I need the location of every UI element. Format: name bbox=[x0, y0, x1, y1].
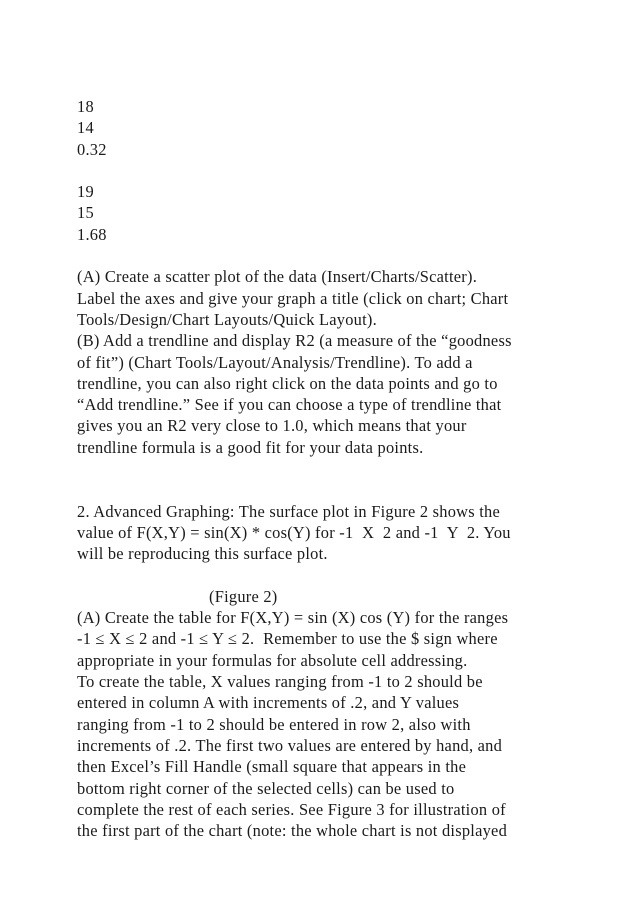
paragraph-line: “Add trendline.” See if you can choose a type of trendline that bbox=[77, 395, 502, 415]
data-value: 14 bbox=[77, 118, 94, 138]
paragraph-line: To create the table, X values ranging from -1 to 2 should be bbox=[77, 672, 483, 692]
paragraph-line: (A) Create a scatter plot of the data (Insert/Charts/Scatter). bbox=[77, 267, 478, 287]
paragraph-line: value of F(X,Y) = sin(X) * cos(Y) for -1 X 2 and -1 Y 2. You bbox=[77, 522, 511, 542]
data-value: 0.32 bbox=[77, 139, 107, 159]
paragraph-line: trendline formula is a good fit for your data points. bbox=[77, 437, 424, 457]
paragraph-line: of fit”) (Chart Tools/Layout/Analysis/Trendline). To add a bbox=[77, 352, 473, 372]
paragraph-line: 2. Advanced Graphing: The surface plot in Figure 2 shows the bbox=[77, 501, 501, 521]
paragraph-line: increments of .2. The first two values are entered by hand, and bbox=[77, 735, 503, 755]
paragraph-line: (A) Create the table for F(X,Y) = sin (X) cos (Y) for the ranges bbox=[77, 608, 509, 628]
paragraph-line: the first part of the chart (note: the whole chart is not displayed bbox=[77, 821, 508, 841]
paragraph-line: gives you an R2 very close to 1.0, which means that your bbox=[77, 416, 467, 436]
paragraph-line: then Excel’s Fill Handle (small square that appears in the bbox=[77, 757, 467, 777]
figure-caption: (Figure 2) bbox=[209, 586, 278, 606]
data-value: 18 bbox=[77, 97, 94, 116]
paragraph-line: will be reproducing this surface plot. bbox=[77, 544, 328, 564]
data-value: 19 bbox=[77, 182, 94, 202]
data-value: 15 bbox=[77, 203, 94, 223]
blank-line bbox=[77, 479, 577, 500]
data-value: 1.68 bbox=[77, 224, 107, 244]
paragraph-line: trendline, you can also right click on the data points and go to bbox=[77, 373, 498, 393]
paragraph-line: entered in column A with increments of .2, and Y values bbox=[77, 693, 460, 713]
blank-line bbox=[77, 245, 577, 266]
paragraph-line: complete the rest of each series. See Figure 3 for illustration of bbox=[77, 799, 506, 819]
blank-line bbox=[77, 160, 577, 181]
paragraph-line: Tools/Design/Chart Layouts/Quick Layout). bbox=[77, 309, 377, 329]
paragraph-line: (B) Add a trendline and display R2 (a measure of the “goodness bbox=[77, 331, 512, 351]
blank-line bbox=[77, 565, 577, 586]
blank-line bbox=[77, 458, 577, 479]
paragraph-line: bottom right corner of the selected cells) can be used to bbox=[77, 778, 455, 798]
paragraph-line: -1 ≤ X ≤ 2 and -1 ≤ Y ≤ 2. Remember to use the $ sign where bbox=[77, 629, 498, 649]
document-text bbox=[77, 96, 577, 841]
paragraph-line: ranging from -1 to 2 should be entered in row 2, also with bbox=[77, 714, 471, 734]
paragraph-line: Label the axes and give your graph a title (click on chart; Chart bbox=[77, 288, 509, 308]
paragraph-line: appropriate in your formulas for absolute cell addressing. bbox=[77, 650, 468, 670]
